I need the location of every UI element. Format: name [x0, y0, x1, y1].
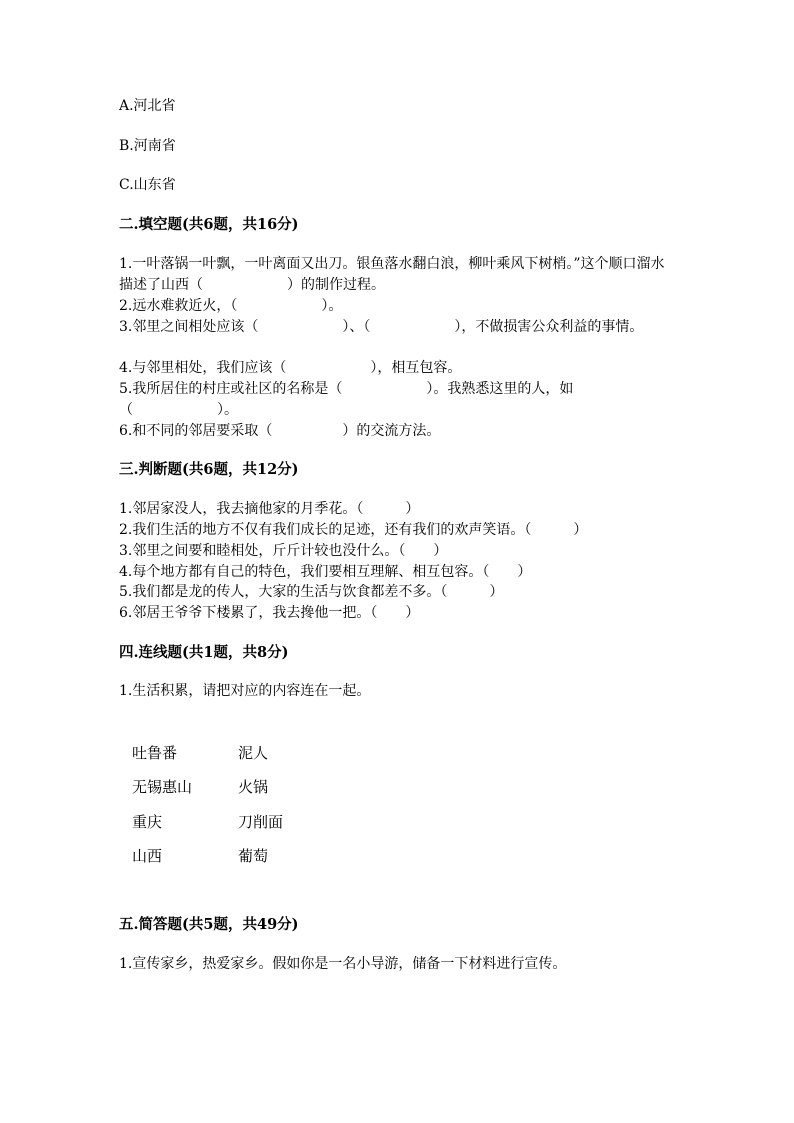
judge-question-4: 4.每个地方都有自己的特色，我们要相互理解、相互包容。（ ） [119, 564, 532, 580]
short-question-1: 1.宣传家乡，热爱家乡。假如你是一名小导游，储备一下材料进行宣传。 [119, 956, 567, 972]
match-right-item: 葡萄 [238, 847, 269, 865]
fill-question-2: 2.远水难救近火，（ ）。 [119, 298, 343, 314]
match-section-title: 四.连线题(共1题，共8分) [119, 644, 289, 661]
match-right-item: 泥人 [238, 744, 269, 762]
match-question-1: 1.生活积累，请把对应的内容连在一起。 [119, 683, 371, 699]
judge-question-5: 5.我们都是龙的传人，大家的生活与饮食都差不多。（ ） [119, 584, 504, 600]
judge-question-2: 2.我们生活的地方不仅有我们成长的足迹，还有我们的欢声笑语。（ ） [119, 522, 588, 538]
judge-question-6: 6.邻居王爷爷下楼累了，我去搀他一把。（ ） [119, 605, 420, 621]
fill-question-4: 4.与邻里相处，我们应该（ ），相互包容。 [119, 360, 462, 376]
judge-question-1: 1.邻居家没人，我去摘他家的月季花。（ ） [119, 501, 420, 517]
judge-section-title: 三.判断题(共6题，共12分) [119, 461, 299, 478]
fill-question-3: 3.邻里之间相处应该（ ）、（ ），不做损害公众利益的事情。 [119, 319, 644, 335]
match-left-item: 重庆 [132, 813, 163, 831]
match-left-item: 吐鲁番 [132, 744, 178, 762]
option-c: C.山东省 [119, 177, 176, 193]
option-b: B.河南省 [119, 138, 176, 154]
match-right-item: 刀削面 [238, 813, 284, 831]
option-a: A.河北省 [119, 98, 176, 114]
match-left-item: 山西 [132, 847, 163, 865]
match-right-item: 火锅 [238, 778, 269, 796]
short-section-title: 五.简答题(共5题，共49分) [119, 916, 299, 933]
fill-question-5: 5.我所居住的村庄或社区的名称是（ ）。我熟悉这里的人，如（ ）。 [119, 381, 574, 418]
fill-question-6: 6.和不同的邻居要采取（ ）的交流方法。 [119, 423, 441, 439]
judge-question-3: 3.邻里之间要和睦相处，斤斤计较也没什么。（ ） [119, 543, 448, 559]
match-left-item: 无锡惠山 [132, 778, 193, 796]
fill-section-title: 二.填空题(共6题，共16分) [119, 216, 299, 233]
fill-question-1: 1.一叶落锅一叶飘，一叶离面又出刀。银鱼落水翻白浪，柳叶乘风下树梢。”这个顺口溜水描述了山西（ ）的制作过程。 [119, 256, 665, 293]
